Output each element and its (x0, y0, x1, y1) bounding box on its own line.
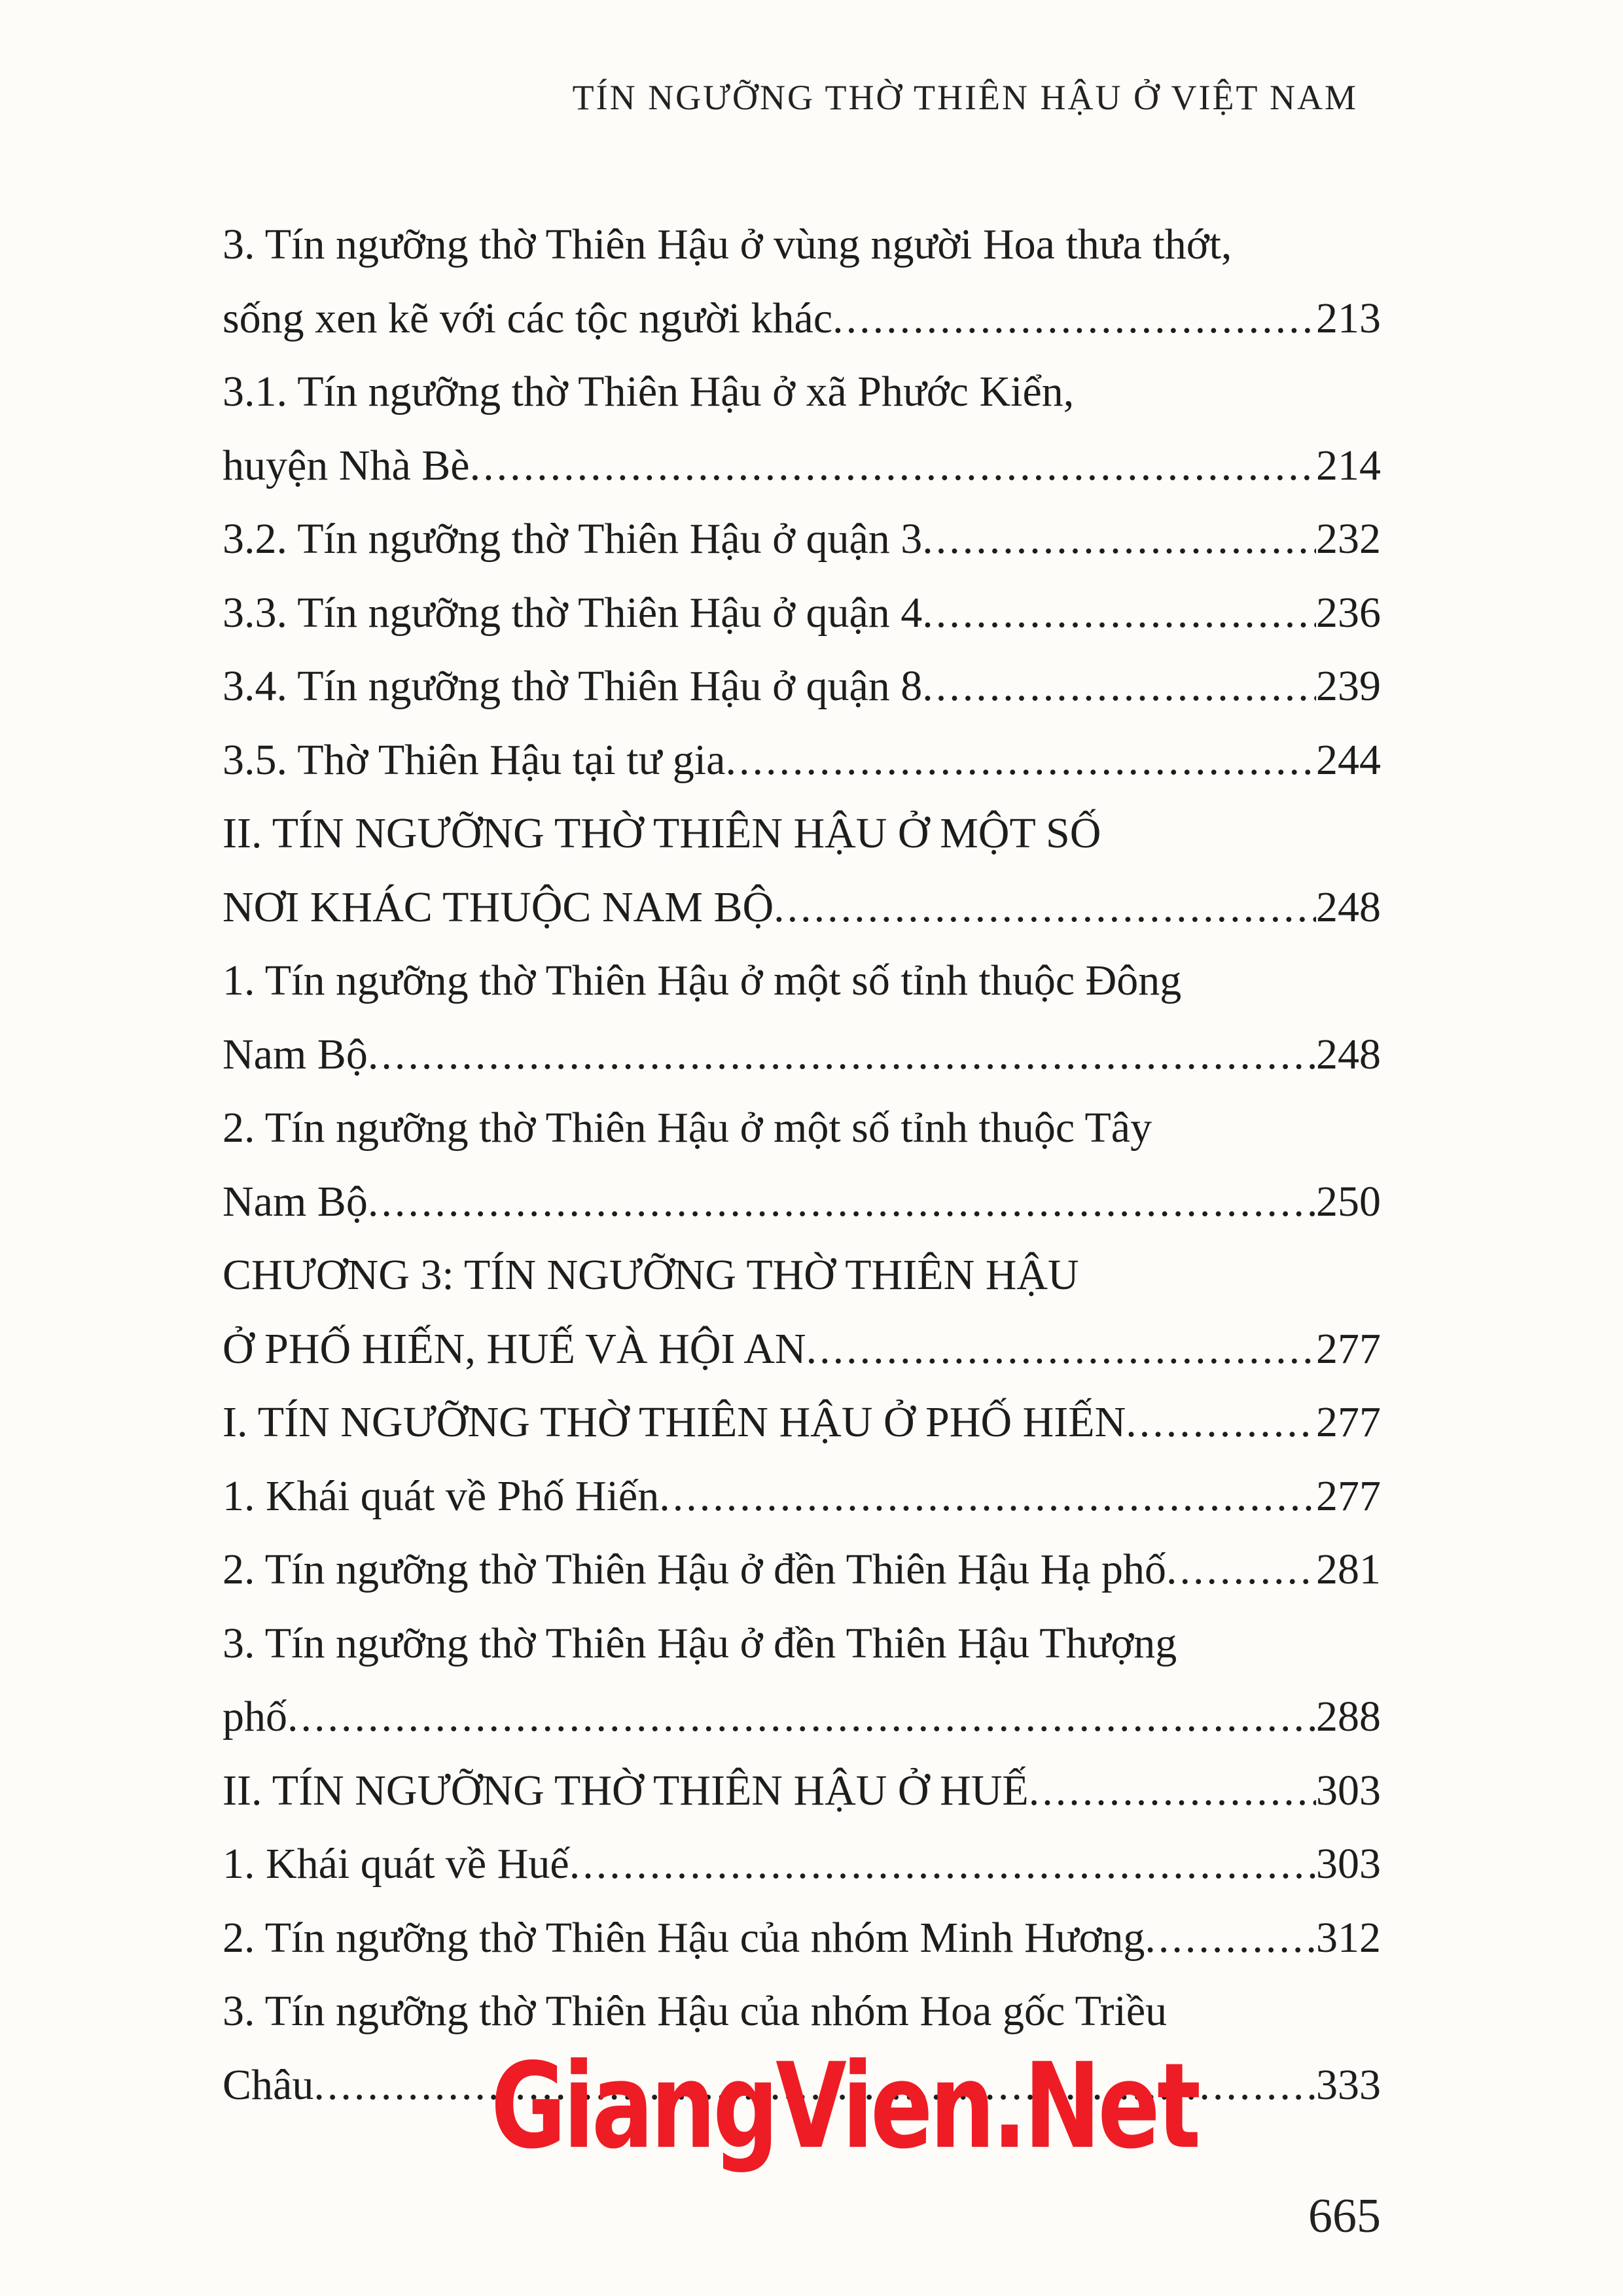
toc-entry-page: 244 (1316, 735, 1381, 784)
running-header: TÍN NGƯỠNG THỜ THIÊN HẬU Ở VIỆT NAM (572, 78, 1358, 117)
toc-entry (223, 871, 1381, 945)
toc-entry-page: 303 (1316, 1766, 1381, 1814)
dot-leader (922, 503, 1316, 576)
toc-entry-title: Nam Bộ (223, 1030, 368, 1078)
toc-entry (223, 1239, 1381, 1313)
toc-entry (223, 1533, 1381, 1607)
toc-entry-title: I. TÍN NGƯỠNG THỜ THIÊN HẬU Ở PHỐ HIẾN (223, 1398, 1126, 1446)
toc-entry (223, 1091, 1381, 1165)
toc-entry-title: 2. Tín ngưỡng thờ Thiên Hậu ở một số tỉnh thuộc Tây (223, 1104, 1152, 1152)
toc-entry-title: phố (223, 1693, 287, 1740)
toc-entry (223, 576, 1381, 650)
toc-entry (223, 797, 1381, 871)
dot-leader (368, 1018, 1316, 1092)
toc-entry-title: 3. Tín ngưỡng thờ Thiên Hậu của nhóm Hoa gốc Triều (223, 1987, 1168, 2035)
toc-entry (223, 503, 1381, 576)
toc-entry-title: 3.5. Thờ Thiên Hậu tại tư gia (223, 735, 726, 784)
dot-leader (569, 1828, 1316, 1901)
toc-entry-page: 288 (1316, 1693, 1381, 1740)
toc-entry (223, 1901, 1381, 1975)
toc-entry-page: 248 (1316, 1030, 1381, 1078)
toc-entry-page: 248 (1316, 883, 1381, 931)
toc-entry-page: 277 (1316, 1472, 1381, 1520)
toc-entry-title: 3. Tín ngưỡng thờ Thiên Hậu ở đền Thiên Hậu Thượng (223, 1619, 1177, 1667)
toc-entry-title: 3.3. Tín ngưỡng thờ Thiên Hậu ở quận 4 (223, 588, 923, 637)
dot-leader (368, 1165, 1316, 1239)
toc-entry (223, 355, 1381, 429)
toc-entry-page: 232 (1316, 515, 1381, 563)
toc-entry-page: 250 (1316, 1177, 1381, 1226)
toc-entry-title: 2. Tín ngưỡng thờ Thiên Hậu của nhóm Minh Hương (223, 1913, 1145, 1962)
toc-entry (223, 650, 1381, 724)
toc-entry (223, 1754, 1381, 1828)
toc-entry-title: II. TÍN NGƯỠNG THỜ THIÊN HẬU Ở MỘT SỐ (223, 809, 1101, 857)
toc-entry (223, 1680, 1381, 1754)
toc-entry-title: 1. Khái quát về Phố Hiến (223, 1472, 660, 1520)
toc-entry (223, 1313, 1381, 1386)
toc-entry (223, 1460, 1381, 1534)
toc-entry-page: 333 (1316, 2060, 1381, 2109)
toc-entry-page: 303 (1316, 1840, 1381, 1888)
toc-entry-title: 1. Tín ngưỡng thờ Thiên Hậu ở một số tỉnh thuộc Đông (223, 957, 1182, 1004)
dot-leader (659, 1460, 1316, 1534)
dot-leader (922, 576, 1316, 650)
toc-entry (223, 1018, 1381, 1092)
toc-entry-title: 2. Tín ngưỡng thờ Thiên Hậu ở đền Thiên Hậu Hạ phố (223, 1545, 1166, 1593)
page-number: 665 (1308, 2189, 1381, 2243)
toc-entry (223, 724, 1381, 798)
dot-leader (287, 1680, 1316, 1754)
table-of-contents (223, 208, 1381, 2122)
toc-entry-page: 281 (1316, 1545, 1381, 1593)
toc-entry-title: CHƯƠNG 3: TÍN NGƯỠNG THỜ THIÊN HẬU (223, 1251, 1079, 1299)
toc-entry-page: 277 (1316, 1398, 1381, 1446)
toc-entry (223, 1607, 1381, 1681)
dot-leader (922, 650, 1316, 724)
toc-entry (223, 1165, 1381, 1239)
toc-entry-title: II. TÍN NGƯỠNG THỜ THIÊN HẬU Ở HUẾ (223, 1766, 1029, 1814)
toc-entry-title: 1. Khái quát về Huế (223, 1840, 569, 1888)
dot-leader (1126, 1386, 1316, 1460)
dot-leader (725, 724, 1316, 798)
toc-entry-title: huyện Nhà Bè (223, 441, 470, 489)
toc-entry-title: NƠI KHÁC THUỘC NAM BỘ (223, 883, 774, 931)
dot-leader (1029, 1754, 1316, 1828)
dot-leader (806, 1313, 1316, 1386)
toc-entry-title: 3. Tín ngưỡng thờ Thiên Hậu ở vùng người Hoa thưa thớt, (223, 221, 1232, 268)
toc-entry-page: 214 (1316, 441, 1381, 489)
toc-entry-page: 239 (1316, 662, 1381, 710)
dot-leader (1166, 1533, 1316, 1607)
dot-leader (832, 282, 1316, 356)
toc-entry (223, 282, 1381, 356)
toc-entry-page: 277 (1316, 1324, 1381, 1373)
toc-entry (223, 1828, 1381, 1901)
toc-entry-page: 236 (1316, 588, 1381, 637)
toc-entry-page: 213 (1316, 294, 1381, 342)
watermark-logo: GiangVien.Net (491, 2038, 1198, 2175)
toc-entry (223, 1386, 1381, 1460)
toc-entry-title: Nam Bộ (223, 1177, 368, 1226)
toc-entry (223, 208, 1381, 282)
dot-leader (470, 429, 1316, 503)
toc-entry-page: 312 (1316, 1913, 1381, 1962)
toc-entry-title: Ở PHỐ HIẾN, HUẾ VÀ HỘI AN (223, 1324, 806, 1373)
toc-entry-title: 3.2. Tín ngưỡng thờ Thiên Hậu ở quận 3 (223, 515, 923, 563)
toc-entry (223, 429, 1381, 503)
toc-entry-title: sống xen kẽ với các tộc người khác (223, 294, 833, 342)
toc-entry-title: 3.1. Tín ngưỡng thờ Thiên Hậu ở xã Phước Kiển, (223, 368, 1075, 415)
dot-leader (1145, 1901, 1316, 1975)
toc-entry (223, 944, 1381, 1018)
toc-entry-title: Châu (223, 2060, 314, 2109)
dot-leader (774, 871, 1316, 945)
toc-entry (223, 1975, 1381, 2049)
toc-entry-title: 3.4. Tín ngưỡng thờ Thiên Hậu ở quận 8 (223, 662, 923, 710)
